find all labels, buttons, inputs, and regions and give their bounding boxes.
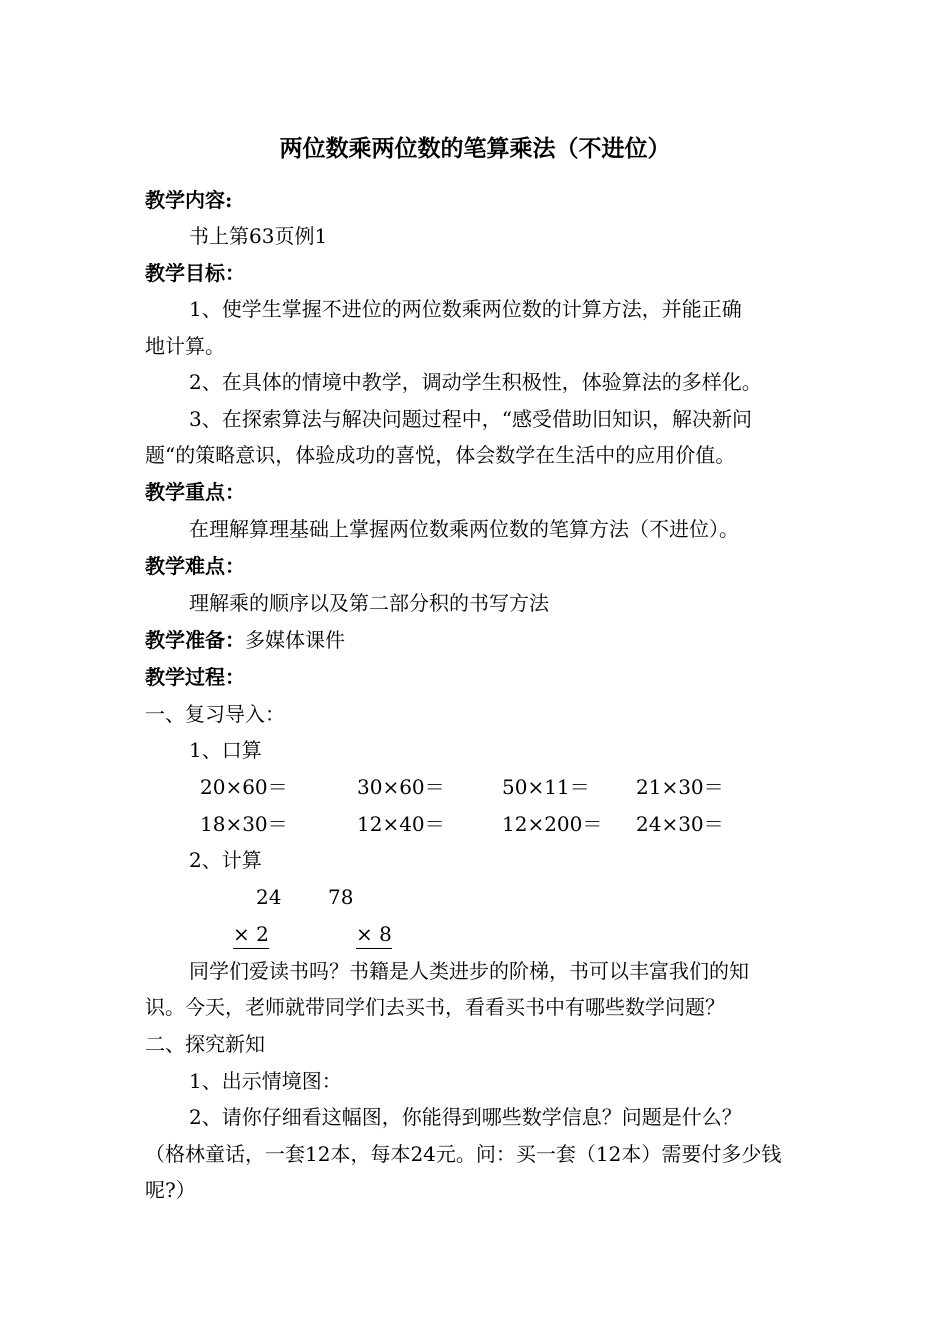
goals-heading: 教学目标： bbox=[145, 261, 245, 285]
oral-calc-item: 12×40＝ bbox=[357, 812, 445, 836]
oral-calc-item: 50×11＝ bbox=[502, 775, 590, 799]
oral-calc-item: 18×30＝ bbox=[200, 812, 288, 836]
process-heading: 教学过程： bbox=[145, 665, 245, 689]
section-1-heading: 一、复习导入： bbox=[145, 702, 285, 726]
goal-2: 2、在具体的情境中教学，调动学生积极性，体验算法的多样化。 bbox=[189, 370, 762, 394]
key-point-heading: 教学重点： bbox=[145, 480, 245, 504]
intro-line-2: 识。今天，老师就带同学们去买书，看看买书中有哪些数学问题？ bbox=[145, 995, 725, 1019]
document-title: 两位数乘两位数的笔算乘法（不进位） bbox=[279, 135, 671, 162]
intro-line-1: 同学们爱读书吗？书籍是人类进步的阶梯，书可以丰富我们的知 bbox=[189, 959, 749, 983]
oral-calc-item: 21×30＝ bbox=[636, 775, 724, 799]
written-calc-label: 2、计算 bbox=[189, 848, 262, 872]
difficulty-text: 理解乘的顺序以及第二部分积的书写方法 bbox=[189, 591, 549, 615]
oral-calc-item: 30×60＝ bbox=[357, 775, 445, 799]
goal-3-line-2: 题“的策略意识，体验成功的喜悦，体会数学在生活中的应用价值。 bbox=[145, 443, 736, 467]
section-2-item-2-line-1: 2、请你仔细看这幅图，你能得到哪些数学信息？问题是什么？ bbox=[189, 1105, 742, 1129]
oral-calc-item: 12×200＝ bbox=[502, 812, 603, 836]
preparation-heading: 教学准备： bbox=[145, 628, 245, 652]
section-2-heading: 二、探究新知 bbox=[145, 1032, 265, 1056]
preparation-text: 多媒体课件 bbox=[245, 628, 345, 652]
preparation-line bbox=[145, 626, 810, 654]
content-heading: 教学内容: bbox=[145, 188, 233, 212]
goal-3-line-1: 3、在探索算法与解决问题过程中，“感受借助旧知识，解决新问 bbox=[189, 407, 752, 431]
multiplicand: 24 bbox=[256, 885, 282, 909]
section-2-item-2-line-2: （格林童话，一套12本，每本24元。问：买一套（12本）需要付多少钱 bbox=[145, 1142, 782, 1166]
oral-calc-item: 24×30＝ bbox=[636, 812, 724, 836]
multiplicand: 78 bbox=[328, 885, 354, 909]
section-2-item-2-line-3: 呢?） bbox=[145, 1178, 196, 1202]
content-text: 书上第63页例1 bbox=[189, 224, 328, 248]
goal-1-line-2: 地计算。 bbox=[145, 334, 225, 358]
oral-calc-label: 1、口算 bbox=[189, 738, 262, 762]
goal-1-line-1: 1、使学生掌握不进位的两位数乘两位数的计算方法，并能正确 bbox=[189, 297, 742, 321]
oral-calc-item: 20×60＝ bbox=[200, 775, 288, 799]
difficulty-heading: 教学难点： bbox=[145, 554, 245, 578]
multiplier: × 2 bbox=[233, 920, 269, 949]
multiplier: × 8 bbox=[356, 920, 392, 949]
section-2-item-1: 1、出示情境图： bbox=[189, 1069, 342, 1093]
key-point-text: 在理解算理基础上掌握两位数乘两位数的笔算方法（不进位）。 bbox=[189, 517, 739, 541]
